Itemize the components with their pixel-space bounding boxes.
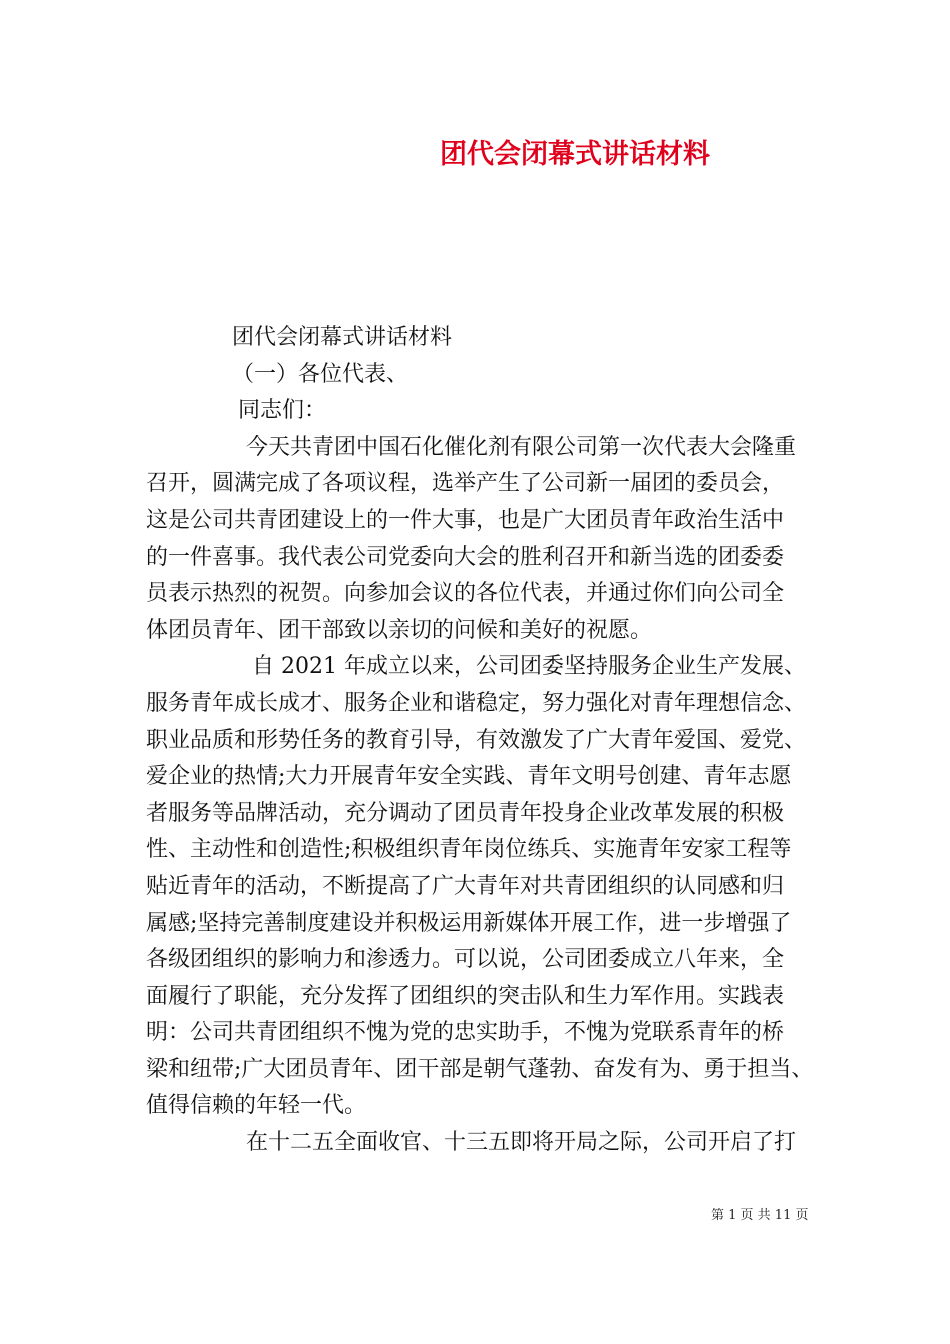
- text-line: （一）各位代表、: [232, 361, 409, 387]
- text-line: 性、主动性和创造性;积极组织青年岗位练兵、实施青年安家工程等: [146, 837, 792, 863]
- text-line: 今天共青团中国石化催化剂有限公司第一次代表大会隆重: [246, 434, 797, 460]
- document-body: [146, 320, 846, 1162]
- text-line: 体团员青年、团干部致以亲切的问候和美好的祝愿。: [146, 617, 653, 643]
- text-line: 这是公司共青团建设上的一件大事，也是广大团员青年政治生活中: [146, 507, 785, 533]
- text-line: 团代会闭幕式讲话材料: [232, 325, 453, 350]
- text-line: 梁和纽带;广大团员青年、团干部是朝气蓬勃、奋发有为、勇于担当、: [146, 1056, 814, 1082]
- text-line: 职业品质和形势任务的教育引导，有效激发了广大青年爱国、爱党、: [146, 727, 807, 753]
- text-line: 明：公司共青团组织不愧为党的忠实助手，不愧为党联系青年的桥: [146, 1020, 785, 1046]
- text-line: 属感;坚持完善制度建设并积极运用新媒体开展工作，进一步增强了: [146, 910, 792, 936]
- text-line: 爱企业的热情;大力开展青年安全实践、青年文明号创建、青年志愿: [146, 764, 792, 790]
- text-line: 召开，圆满完成了各项议程，选举产生了公司新一届团的委员会，: [146, 471, 785, 497]
- text-line: 员表示热烈的祝贺。向参加会议的各位代表，并通过你们向公司全: [146, 581, 785, 607]
- text-line: 的一件喜事。我代表公司党委向大会的胜利召开和新当选的团委委: [146, 544, 785, 570]
- text-line: 面履行了职能，充分发挥了团组织的突击队和生力军作用。实践表: [146, 983, 785, 1009]
- text-line: 者服务等品牌活动，充分调动了团员青年投身企业改革发展的积极: [146, 800, 785, 826]
- text-line: 贴近青年的活动，不断提高了广大青年对共青团组织的认同感和归: [146, 873, 785, 899]
- text-line: 在十二五全面收官、十三五即将开局之际，公司开启了打: [246, 1130, 797, 1156]
- text-line: 同志们：: [238, 398, 327, 424]
- text-line: 服务青年成长成才、服务企业和谐稳定，努力强化对青年理想信念、: [146, 690, 807, 716]
- text-line: 各级团组织的影响力和渗透力。可以说，公司团委成立八年来，全: [146, 947, 785, 973]
- text-line: 值得信赖的年轻一代。: [146, 1093, 367, 1119]
- page-footer: 第 1 页 共 11 页: [711, 1208, 809, 1223]
- page-title: 团代会闭幕式讲话材料: [440, 139, 710, 170]
- text-line: 自 2021 年成立以来，公司团委坚持服务企业生产发展、: [252, 654, 806, 680]
